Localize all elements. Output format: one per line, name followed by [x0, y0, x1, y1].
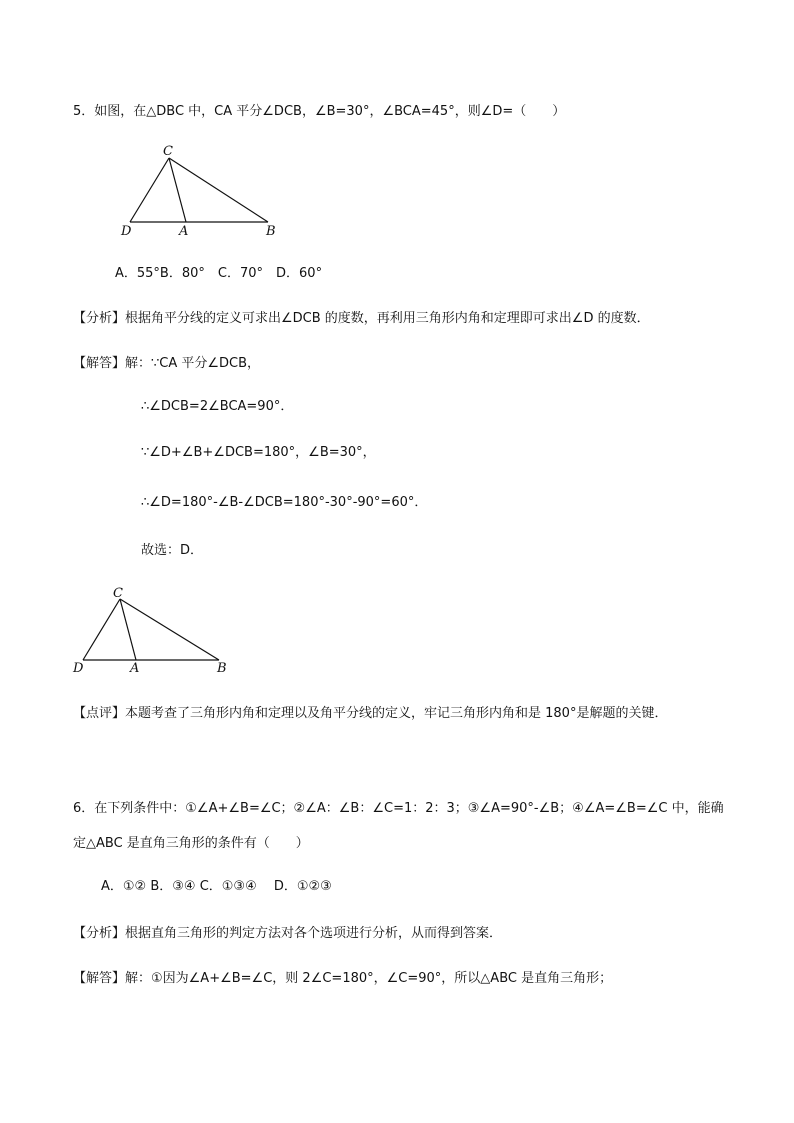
- q6-analysis: 【分析】根据直角三角形的判定方法对各个选项进行分析，从而得到答案．: [73, 926, 503, 941]
- segment-ca: [120, 599, 136, 660]
- vertex-label-d: D: [121, 224, 132, 239]
- q5-solution-line: 故选：D．: [141, 543, 204, 558]
- q5-solution-line: ∴∠D=180°-∠B-∠DCB=180°-30°-90°=60°．: [141, 495, 428, 510]
- q5-stem: 5．如图，在△DBC 中，CA 平分∠DCB，∠B=30°，∠BCA=45°，则∠D=（ ）: [73, 104, 566, 119]
- q5-solution-line: ∴∠DCB=2∠BCA=90°．: [141, 399, 294, 414]
- q5-triangle-figure: [115, 145, 285, 240]
- segment-dc: [130, 158, 169, 222]
- vertex-label-c: C: [113, 586, 123, 601]
- q5-solution-line: ∵∠D+∠B+∠DCB=180°，∠B=30°，: [141, 445, 376, 460]
- segment-dc: [83, 599, 120, 660]
- q6-options: A．①② B．③④ C．①③④ D．①②③: [101, 879, 332, 894]
- vertex-label-b: B: [266, 224, 276, 239]
- vertex-label-a: A: [130, 661, 140, 676]
- q5-analysis: 【分析】根据角平分线的定义可求出∠DCB 的度数，再利用三角形内角和定理即可求出∠D 的度数．: [73, 311, 650, 326]
- q5-solution-line: 【解答】解：∵CA 平分∠DCB，: [73, 356, 261, 371]
- q5-options: A．55°B．80° C．70° D．60°: [115, 266, 323, 281]
- vertex-label-c: C: [163, 144, 173, 159]
- q6-solution: 【解答】解：①因为∠A+∠B=∠C，则 2∠C=180°，∠C=90°，所以△ABC 是直角三角形；: [73, 971, 613, 986]
- vertex-label-a: A: [179, 224, 189, 239]
- segment-cb: [120, 599, 219, 660]
- q6-stem-line1: 6．在下列条件中：①∠A+∠B=∠C；②∠A：∠B：∠C=1：2：3；③∠A=90°-∠B；④∠A=∠B=∠C 中，能确: [73, 801, 724, 816]
- vertex-label-b: B: [217, 661, 227, 676]
- vertex-label-d: D: [73, 661, 84, 676]
- q5-solution-triangle-figure: [68, 583, 238, 678]
- q5-comment: 【点评】本题考查了三角形内角和定理以及角平分线的定义，牢记三角形内角和是 180°是解题的关键．: [73, 706, 668, 721]
- q6-stem-line2: 定△ABC 是直角三角形的条件有（ ）: [73, 836, 309, 851]
